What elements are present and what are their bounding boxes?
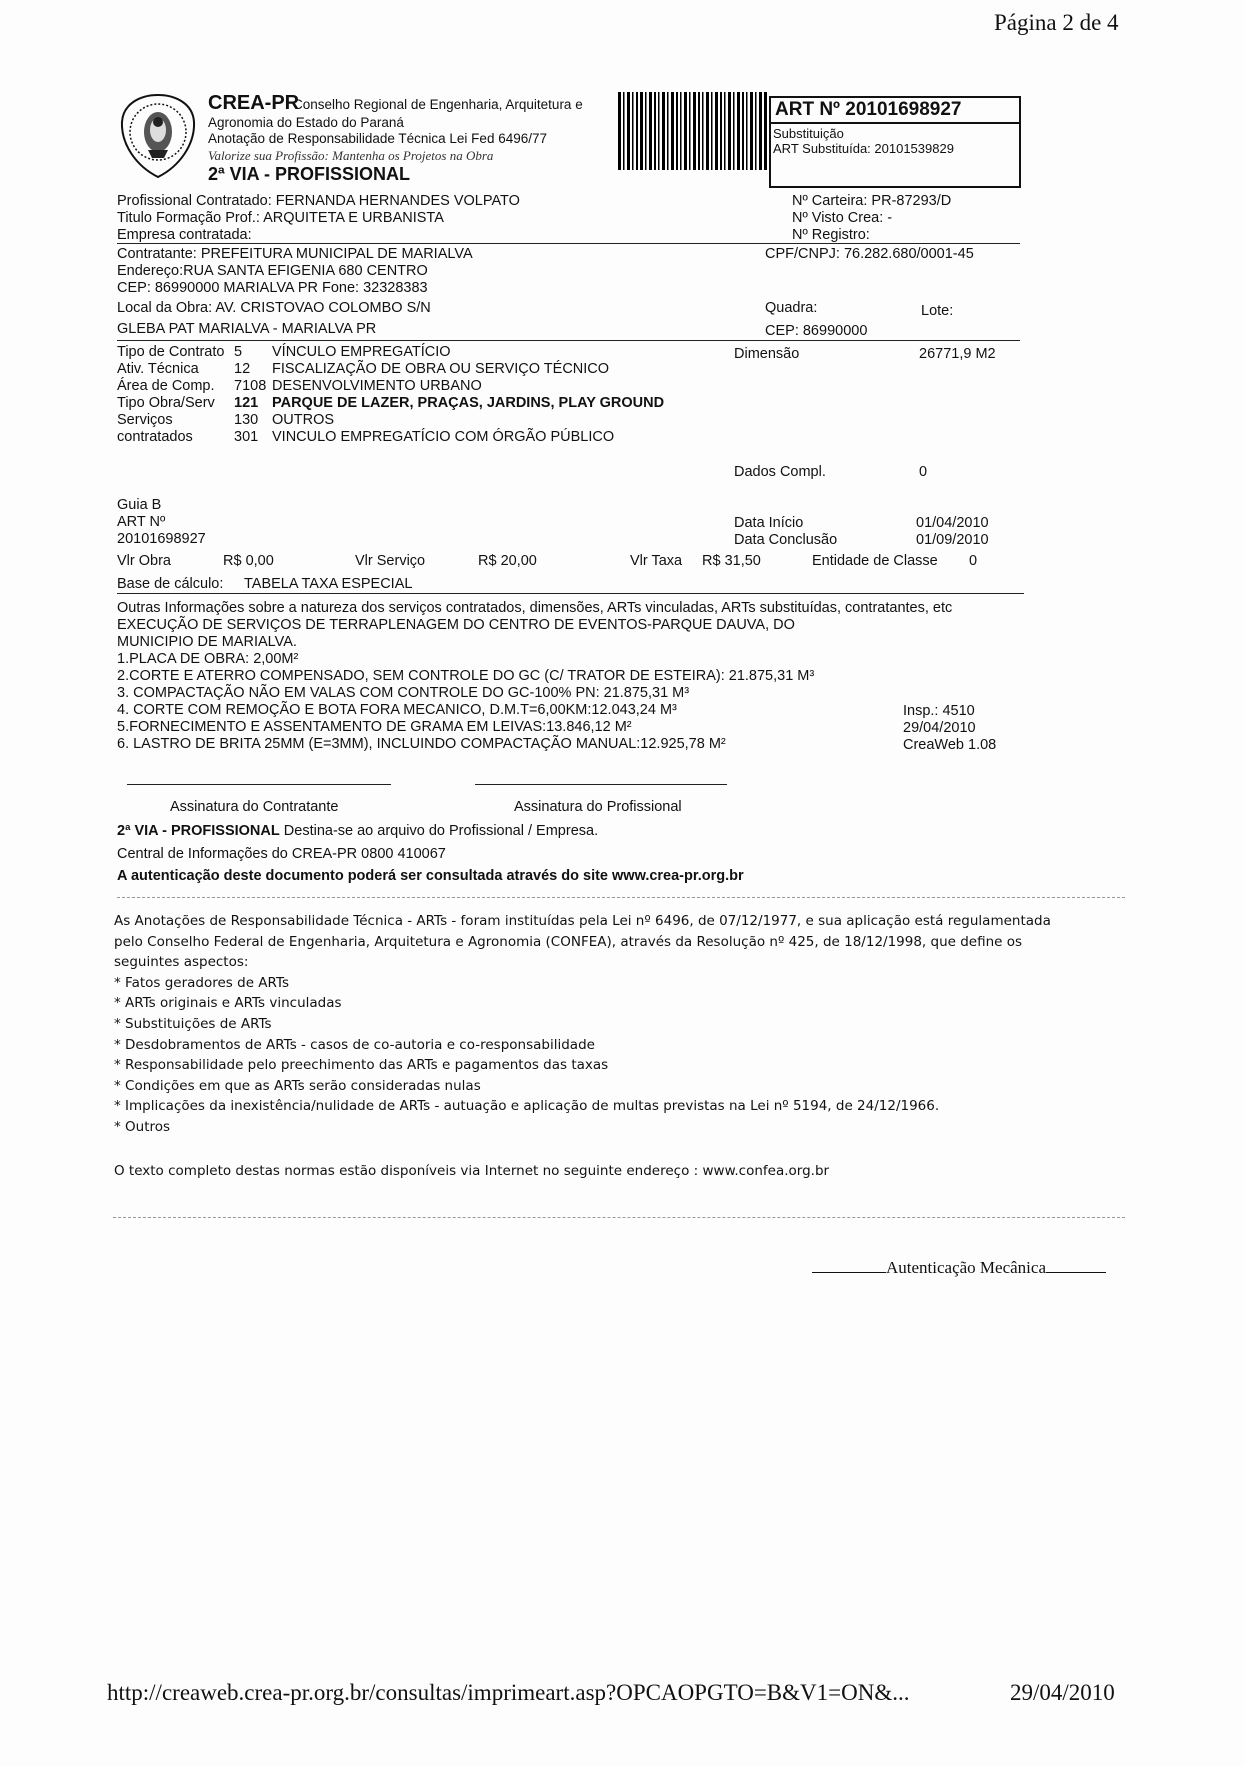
dados-compl-label: Dados Compl. [734,464,826,480]
creaweb-version: CreaWeb 1.08 [903,737,997,753]
other-info-list [117,617,814,753]
dimension-label: Dimensão [734,346,800,362]
dados-compl-value: 0 [919,464,928,480]
other-info-line: 1.PLACA DE OBRA: 2,00M² [117,651,299,667]
divider [117,593,1024,594]
tax-value: R$ 31,50 [702,553,761,569]
service-value-label: Vlr Serviço [355,553,426,569]
divider [117,340,1020,341]
start-date-label: Data Início [734,515,804,531]
service-row [117,378,737,395]
service-desc: VÍNCULO EMPREGATÍCIO [272,344,451,360]
legal-bullet: * Outros [114,1118,171,1135]
service-row [117,361,737,378]
authentication-note: A autenticação deste documento poderá ser consultada através do site www.crea-pr.org.br [117,868,744,884]
professional-name: Profissional Contratado: FERNANDA HERNANDES VOLPATO [117,193,520,209]
work-quadra: Quadra: [765,300,818,316]
service-desc: VINCULO EMPREGATÍCIO COM ÓRGÃO PÚBLICO [272,429,615,445]
legal-paragraph-line: seguintes aspectos: [114,954,249,971]
contractor-name: Contratante: PREFEITURA MUNICIPAL DE MARIALVA [117,246,473,262]
legal-bullet: * Condições em que as ARTs serão consideradas nulas [114,1077,481,1094]
service-desc: FISCALIZAÇÃO DE OBRA OU SERVIÇO TÉCNICO [272,361,610,377]
company-contracted: Empresa contratada: [117,227,252,243]
divider [113,1217,1125,1218]
visto-crea: Nº Visto Crea: - [792,210,893,226]
contractor-signature-label: Assinatura do Contratante [170,799,339,815]
service-desc: DESENVOLVIMENTO URBANO [272,378,482,394]
service-row [117,412,737,429]
divider [117,897,1125,898]
legal-bullet: * Fatos geradores de ARTs [114,974,289,991]
mechanical-authentication-label: Autenticação Mecânica [886,1258,1046,1277]
art-legal-info [114,911,1051,1138]
service-row [117,395,737,412]
other-info-line: 2.CORTE E ATERRO COMPENSADO, SEM CONTROLE DO GC (C/ TRATOR DE ESTEIRA): 21.875,31 M³ [117,668,815,684]
art-substituted-number: ART Substituída: 20101539829 [773,141,954,156]
other-info-line: EXECUÇÃO DE SERVIÇOS DE TERRAPLENAGEM DO CENTRO DE EVENTOS-PARQUE DAUVA, DO [117,617,795,633]
service-label: contratados [117,429,193,445]
registro-number: Nº Registro: [792,227,870,243]
print-date: 29/04/2010 [1010,1680,1115,1705]
professional-title: Titulo Formação Prof.: ARQUITETA E URBANISTA [117,210,444,226]
divider [117,243,1020,244]
base-calc-value: TABELA TAXA ESPECIAL [244,576,413,592]
service-code: 130 [234,412,259,428]
via-note-bold: 2ª VIA - PROFISSIONAL [117,823,280,839]
service-value: R$ 20,00 [478,553,537,569]
work-cep: CEP: 86990000 [765,323,868,339]
art-number-box [769,96,1021,188]
contractor-signature-line [127,784,391,785]
crea-seal-logo [118,92,198,180]
dimension-value: 26771,9 M2 [919,346,996,362]
service-code: 7108 [234,378,267,394]
art-substitution-label: Substituição [773,126,844,141]
slogan: Valorize sua Profissão: Mantenha os Projetos na Obra [208,148,494,163]
other-info-line: 6. LASTRO DE BRITA 25MM (E=3MM), INCLUINDO COMPACTAÇÃO MANUAL:12.925,78 M² [117,736,726,752]
service-code: 5 [234,344,243,360]
barcode [618,92,768,170]
legal-bullet: * Responsabilidade pelo preechimento das ARTs e pagamentos das taxas [114,1057,609,1074]
obra-value: R$ 0,00 [223,553,274,569]
service-label: Tipo de Contrato [117,344,225,360]
obra-value-label: Vlr Obra [117,553,171,569]
via-note [117,823,598,839]
legal-bullet: * Desdobramentos de ARTs - casos de co-autoria e co-responsabilidade [114,1036,595,1053]
other-info-heading: Outras Informações sobre a natureza dos serviços contratados, dimensões, ARTs vinculadas, ARTs substituídas, contratantes, etc [117,600,953,616]
guia-art-label: ART Nº [117,514,166,530]
professional-signature-line [475,784,727,785]
legal-paragraph-line: As Anotações de Responsabilidade Técnica - ARTs - foram instituídas pela Lei nº 6496, de 07/12/1977, e sua aplicação está regulamentada [114,913,1051,929]
legal-closing-note: O texto completo destas normas estão disponíveis via Internet no seguinte endereço : www.confea.org.br [114,1163,830,1179]
service-label: Área de Comp. [117,378,215,394]
art-number-title: ART Nº 20101698927 [771,98,1019,124]
service-label: Ativ. Técnica [117,361,199,377]
service-desc: OUTROS [272,412,335,428]
service-row [117,429,737,446]
service-code: 121 [234,395,259,411]
org-full-name-line2: Agronomia do Estado do Paraná [208,115,404,130]
mechanical-authentication [812,1258,1106,1278]
contractor-cnpj: CPF/CNPJ: 76.282.680/0001-45 [765,246,974,262]
legal-bullet: * Implicações da inexistência/nulidade de ARTs - autuação e aplicação de multas previstas na Lei nº 5194, de 24/12/1966. [114,1098,940,1115]
other-info-line: 5.FORNECIMENTO E ASSENTAMENTO DE GRAMA EM LEIVAS:13.846,12 M² [117,719,632,735]
via-note-text: Destina-se ao arquivo do Profissional / Empresa. [279,823,599,839]
service-label: Serviços [117,412,173,428]
work-gleba: GLEBA PAT MARIALVA - MARIALVA PR [117,321,377,337]
carteira-number: Nº Carteira: PR-87293/D [792,193,952,209]
service-code: 12 [234,361,251,377]
entity-label: Entidade de Classe [812,553,938,569]
guia-art-number: 20101698927 [117,531,206,547]
org-acronym: CREA-PR [208,92,300,114]
central-info: Central de Informações do CREA-PR 0800 410067 [117,846,446,862]
work-lote: Lote: [921,303,954,319]
base-calc-label: Base de cálculo: [117,576,224,592]
contractor-cep-phone: CEP: 86990000 MARIALVA PR Fone: 32328383 [117,280,428,296]
service-label: Tipo Obra/Serv [117,395,215,411]
page-number: Página 2 de 4 [994,10,1119,35]
other-info-line: MUNICIPIO DE MARIALVA. [117,634,297,650]
tax-value-label: Vlr Taxa [630,553,683,569]
service-desc: PARQUE DE LAZER, PRAÇAS, JARDINS, PLAY GROUND [272,395,665,411]
art-law-line: Anotação de Responsabilidade Técnica Lei Fed 6496/77 [208,131,547,146]
professional-signature-label: Assinatura do Profissional [514,799,682,815]
legal-paragraph-line: pelo Conselho Federal de Engenharia, Arquitetura e Agronomia (CONFEA), através da Resolução nº 425, de 18/12/1998, que define os [114,933,1023,950]
legal-bullet: * Substituições de ARTs [114,1015,272,1032]
org-full-name: Conselho Regional de Engenharia, Arquitetura e [293,97,583,112]
insp-date: 29/04/2010 [903,720,976,736]
legal-bullet: * ARTs originais e ARTs vinculadas [114,995,342,1012]
contractor-address: Endereço:RUA SANTA EFIGENIA 680 CENTRO [117,263,428,279]
service-code: 301 [234,429,259,445]
services-table [117,344,737,446]
other-info-line: 3. COMPACTAÇÃO NÃO EM VALAS COM CONTROLE DO GC-100% PN: 21.875,31 M³ [117,685,690,701]
entity-value: 0 [969,553,978,569]
start-date: 01/04/2010 [916,515,989,531]
guia-label: Guia B [117,497,162,513]
insp-number: Insp.: 4510 [903,703,975,719]
other-info-line: 4. CORTE COM REMOÇÃO E BOTA FORA MECANICO, D.M.T=6,00KM:12.043,24 M³ [117,702,677,718]
end-date-label: Data Conclusão [734,532,838,548]
work-location: Local da Obra: AV. CRISTOVAO COLOMBO S/N [117,300,431,316]
via-title: 2ª VIA - PROFISSIONAL [208,164,411,184]
service-row [117,344,737,361]
end-date: 01/09/2010 [916,532,989,548]
print-url: http://creaweb.crea-pr.org.br/consultas/imprimeart.asp?OPCAOPGTO=B&V1=ON&... [107,1680,910,1705]
